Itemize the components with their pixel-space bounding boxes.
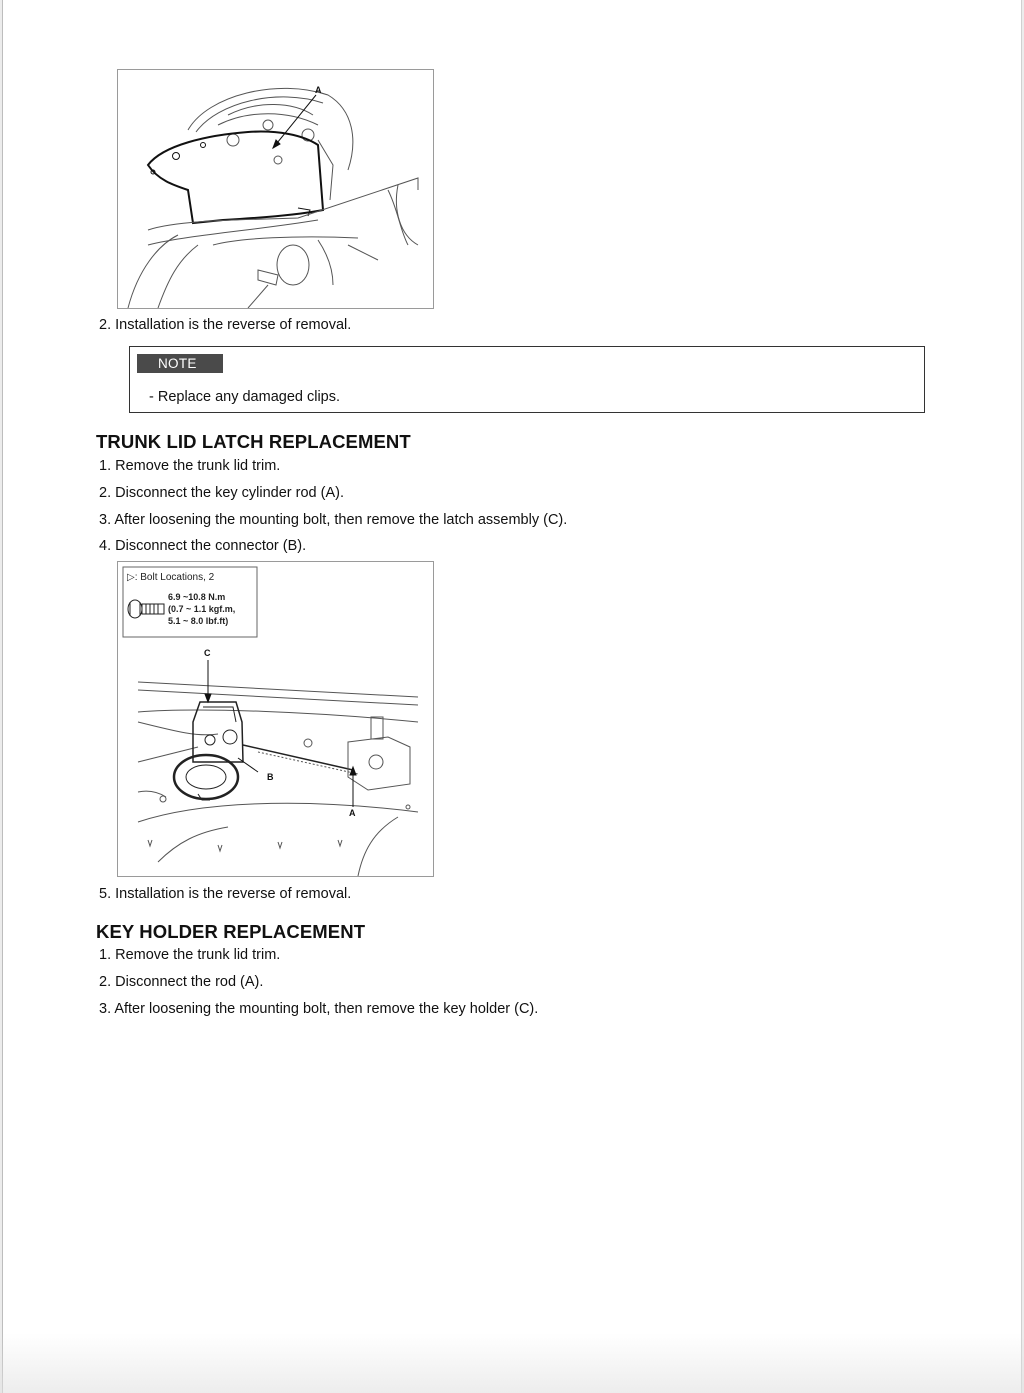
torque-lbf-ft: 5.1 ~ 8.0 lbf.ft) <box>168 616 229 626</box>
torque-kgf-meter: (0.7 ~ 1.1 kgf.m, <box>168 604 236 614</box>
note-badge: NOTE <box>137 354 223 373</box>
note-text: - Replace any damaged clips. <box>149 389 341 405</box>
trunk-latch-illustration <box>118 562 433 876</box>
key-holder-step-3: 3. After loosening the mounting bolt, then remove the key holder (C). <box>99 1001 539 1017</box>
bolt-locations-legend: ▷: Bolt Locations, 2 <box>127 572 215 583</box>
key-holder-step-2: 2. Disconnect the rod (A). <box>99 974 264 990</box>
callout-a-label: A <box>315 85 322 95</box>
step-installation-5: 5. Installation is the reverse of removal. <box>99 886 352 902</box>
key-holder-heading: KEY HOLDER REPLACEMENT <box>96 921 366 942</box>
trunk-latch-step-4: 4. Disconnect the connector (B). <box>99 538 307 554</box>
callout-c-label: C <box>204 648 211 658</box>
step-installation-1: 2. Installation is the reverse of removal. <box>99 317 352 333</box>
trunk-latch-step-3: 3. After loosening the mounting bolt, then remove the latch assembly (C). <box>99 512 568 528</box>
note-box <box>129 346 925 413</box>
torque-newton-meter: 6.9 ~10.8 N.m <box>168 592 226 602</box>
trunk-latch-figure <box>117 561 434 877</box>
callout-b-label: B <box>267 772 274 782</box>
trunk-latch-step-1: 1. Remove the trunk lid trim. <box>99 458 281 474</box>
callout-a-label-latch: A <box>349 808 356 818</box>
trunk-latch-step-2: 2. Disconnect the key cylinder rod (A). <box>99 485 344 501</box>
trunk-latch-heading: TRUNK LID LATCH REPLACEMENT <box>96 431 411 452</box>
key-holder-step-1: 1. Remove the trunk lid trim. <box>99 947 281 963</box>
document-page <box>2 0 1022 1393</box>
trunk-lid-trim-illustration <box>118 70 433 308</box>
trunk-lid-trim-figure <box>117 69 434 309</box>
